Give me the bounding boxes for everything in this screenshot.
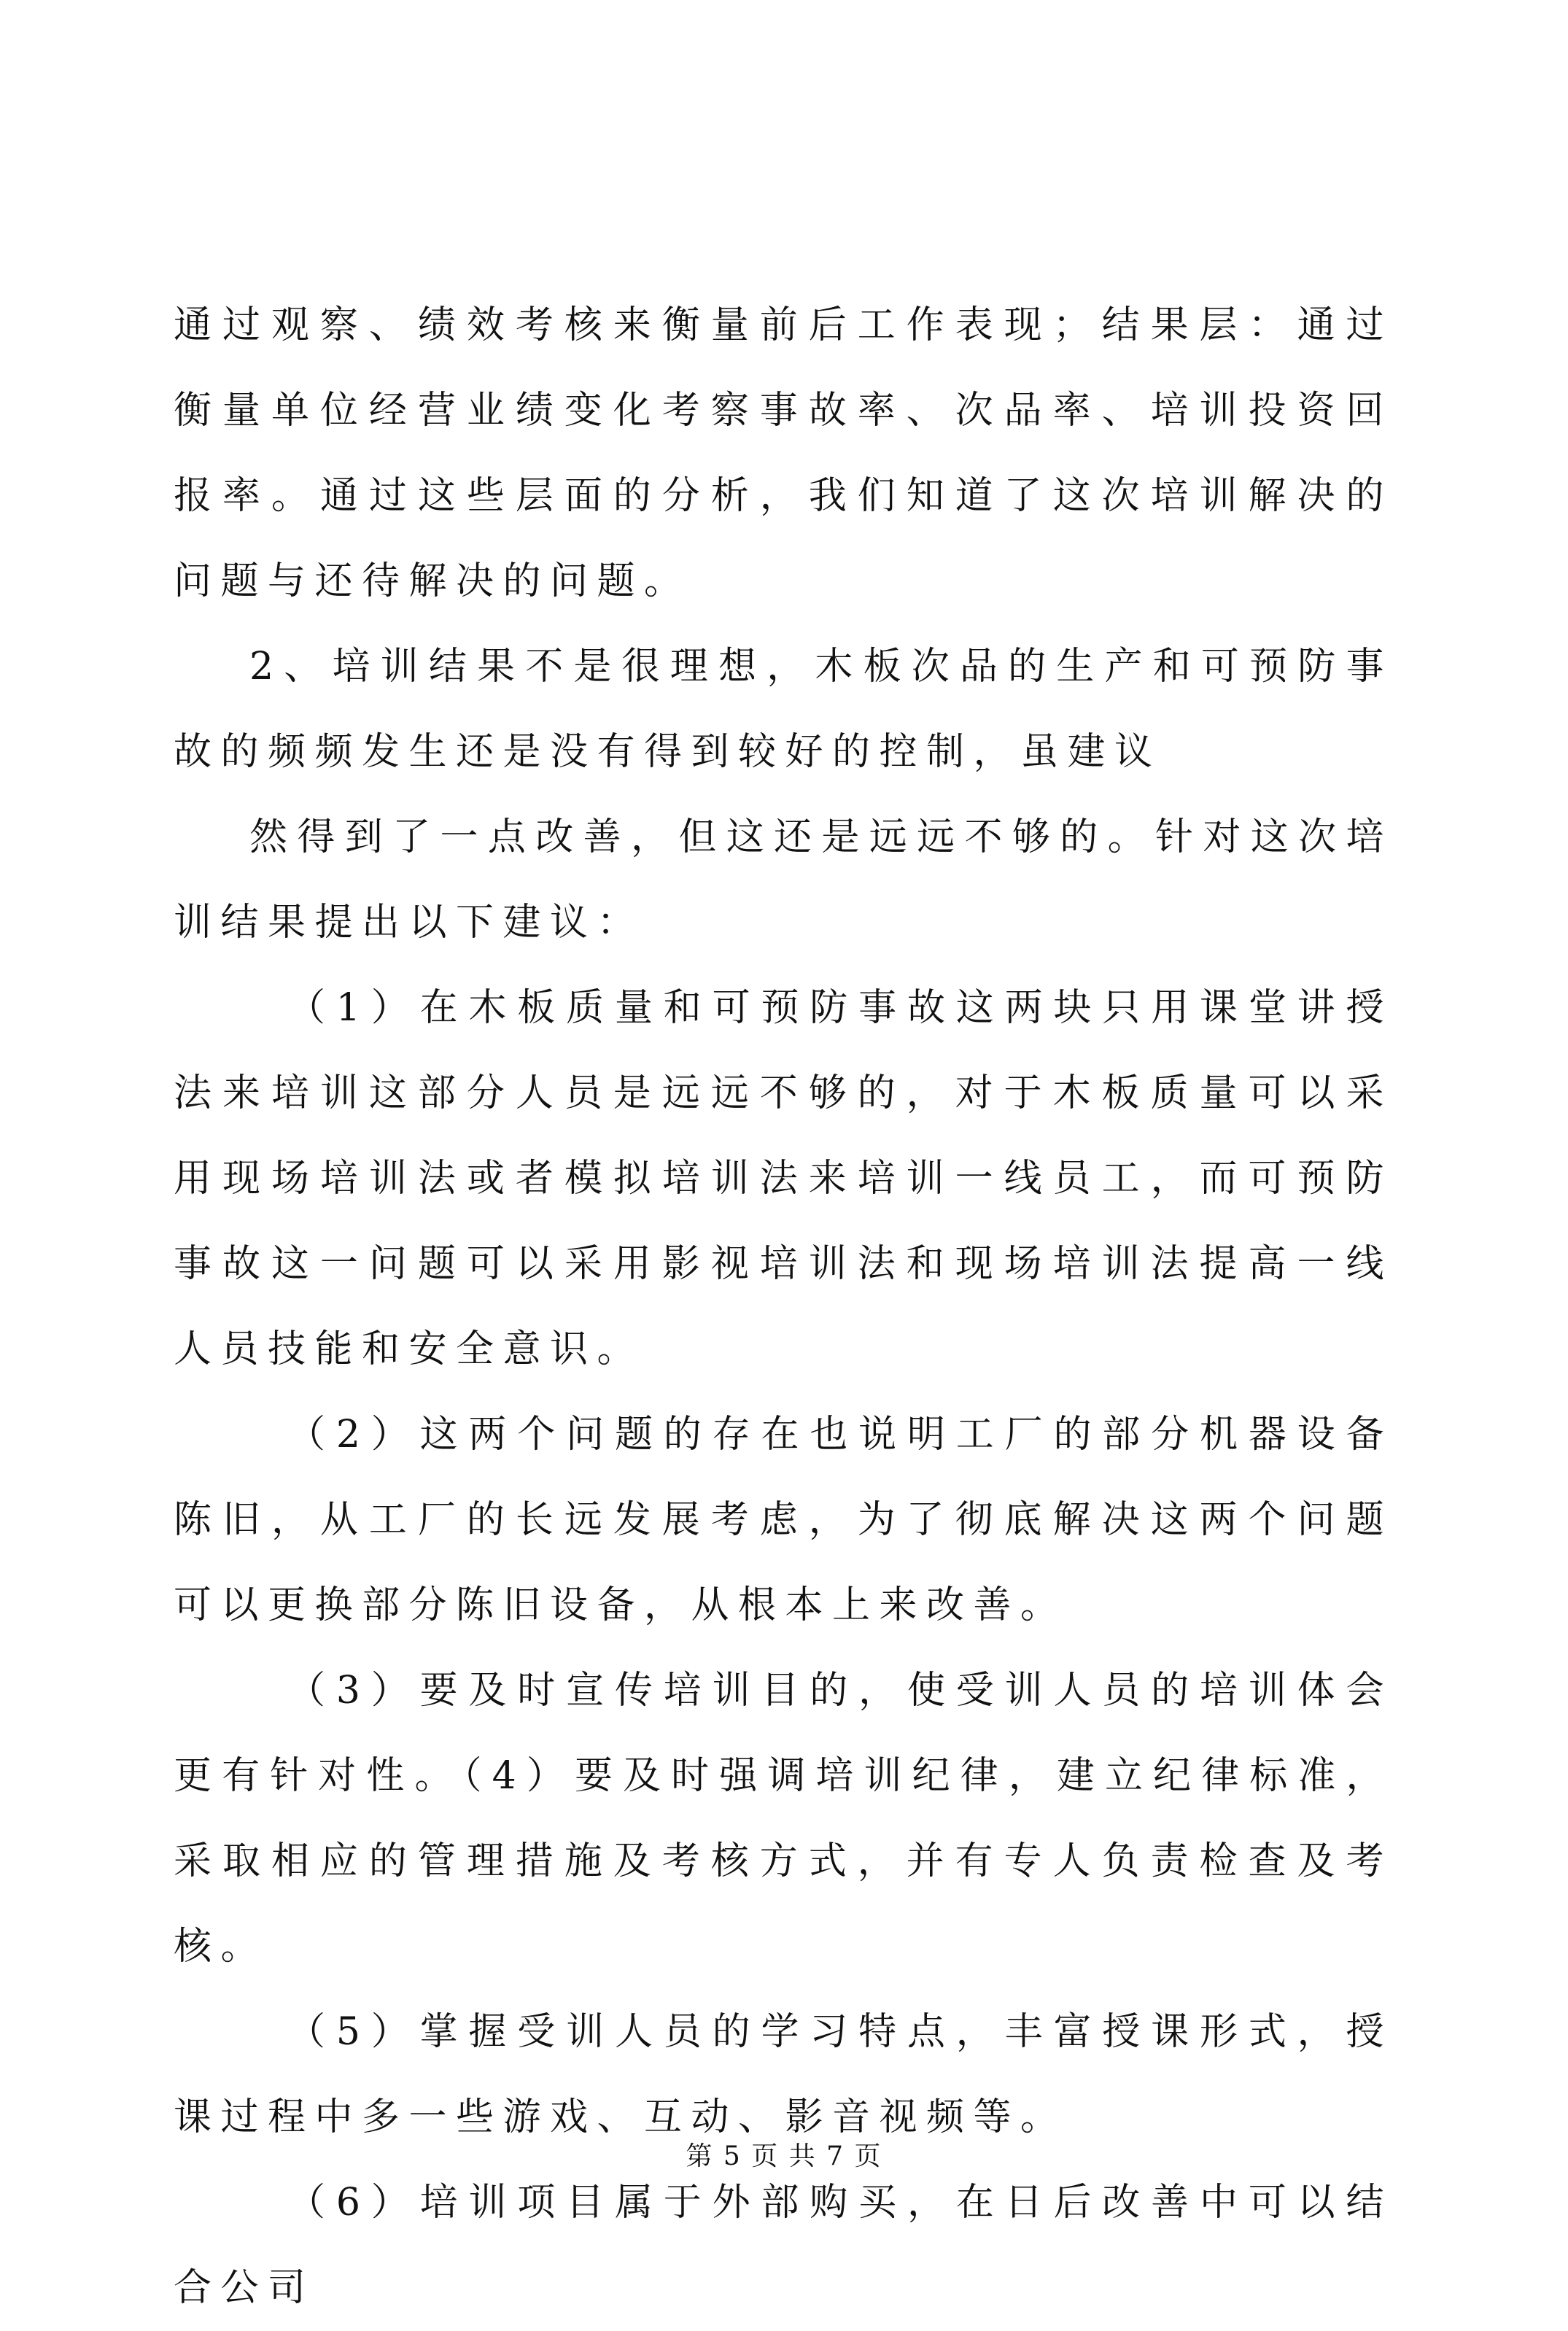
suggestion-1: （1）在木板质量和可预防事故这两块只用课堂讲授法来培训这部分人员是远远不够的，对于木板质量可以采用现场培训法或者模拟培训法来培训一线员工，而可预防事故这一问题可以采用影视培训法和现场培训法提高一线人员技能和安全意识。	[174, 986, 1393, 1371]
suggestion-2: （2）这两个问题的存在也说明工厂的部分机器设备陈旧，从工厂的长远发展考虑，为了彻底解决这两个问题可以更换部分陈旧设备，从根本上来改善。	[174, 1413, 1393, 1627]
paragraph-item-2-continued: 然得到了一点改善，但这还是远远不够的。针对这次培训结果提出以下建议：	[174, 815, 1393, 945]
suggestion-6: （6）培训项目属于外部购买，在日后改善中可以结合公司	[174, 2181, 1393, 2310]
suggestion-3-4: （3）要及时宣传培训目的，使受训人员的培训体会更有针对性。（4）要及时强调培训纪律，建立纪律标准，采取相应的管理措施及考核方式，并有专人负责检查及考核。	[174, 1669, 1393, 1969]
document-body	[174, 283, 1393, 2331]
paragraph-item-2: 2、培训结果不是很理想，木板次品的生产和可预防事故的频频发生还是没有得到较好的控制，虽建议	[174, 645, 1393, 774]
paragraph-continued: 通过观察、绩效考核来衡量前后工作表现；结果层：通过衡量单位经营业绩变化考察事故率、次品率、培训投资回报率。通过这些层面的分析，我们知道了这次培训解决的问题与还待解决的问题。	[174, 303, 1393, 603]
page-footer: 第 5 页 共 7 页	[686, 2141, 882, 2171]
suggestion-5: （5）掌握受训人员的学习特点，丰富授课形式，授课过程中多一些游戏、互动、影音视频等。	[174, 2010, 1393, 2139]
